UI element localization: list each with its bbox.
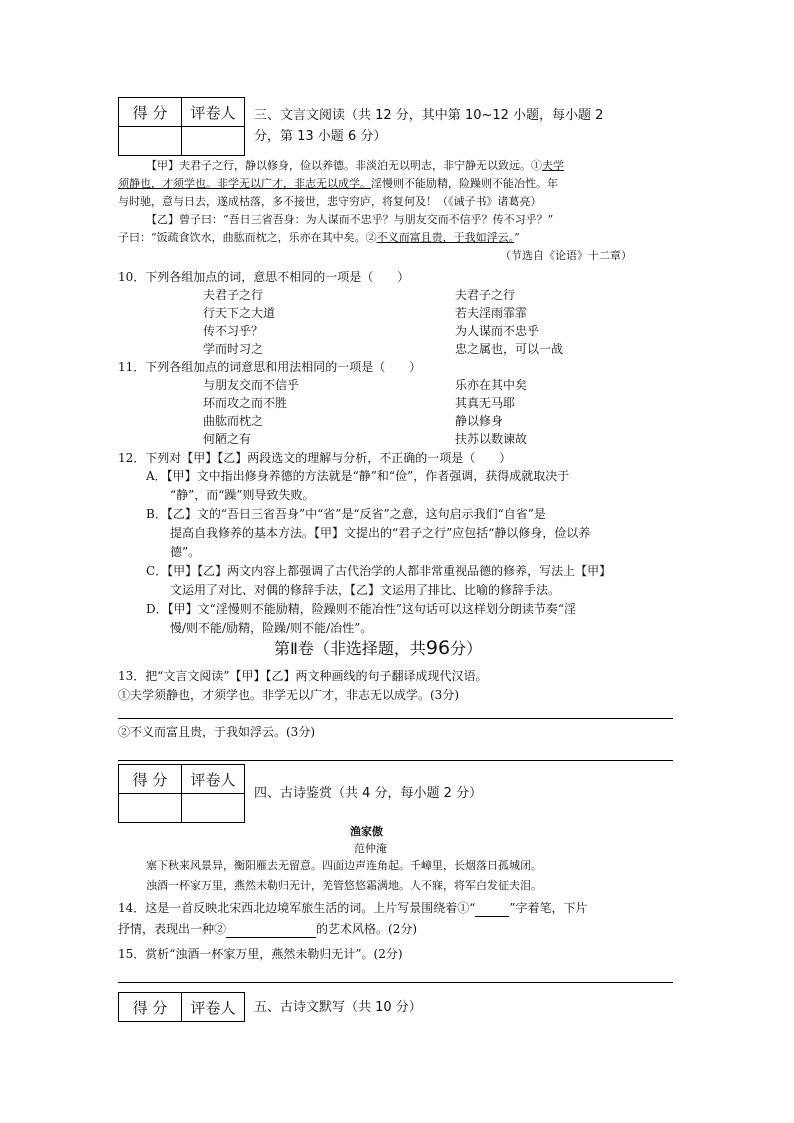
q12-option-b: B．【乙】文的“吾日三省吾身”中“省”是“反省”之意，这句启示我们“自省”是: [146, 507, 546, 521]
q12-option-c-cont: 文运用了对比、对偶的修辞手法，【乙】文运用了排比、比喻的修辞手法。: [170, 583, 561, 597]
q14-line2: [118, 920, 417, 938]
q10-option: 夫君子之行: [203, 288, 264, 302]
section4-title: 四、古诗鉴赏（共 4 分，每小题 2 分）: [254, 786, 483, 801]
poem-author: 范仲淹: [354, 842, 387, 855]
q14-text: 14．这是一首反映北宋西北边境军旅生活的词。上片写景围绕着①“: [118, 901, 476, 915]
answer-line[interactable]: [118, 718, 673, 719]
score-cell: [119, 794, 182, 823]
part2-heading-text: 分）: [450, 639, 483, 658]
q13-sentence1: ①夫学须静也，才须学也。非学无以广才，非志无以成学。(3分): [118, 688, 460, 702]
passage-text: 淫慢则不能励精，险躁则不能冶性。年: [371, 177, 558, 190]
underlined-sentence: 不义而富且贵，于我如浮云。: [376, 231, 515, 244]
q10-option: 传不习乎？: [203, 324, 264, 338]
part2-heading-text: 第Ⅱ卷（非选择题，共: [274, 639, 426, 658]
score-label: 得 分: [119, 993, 182, 1022]
score-cell: [119, 127, 182, 156]
q10-option: 行天下之大道: [203, 306, 276, 320]
q12-option-d: D．【甲】文“淫慢则不能励精，险躁则不能冶性”这句话可以这样划分朗读节奏“淫: [146, 602, 577, 616]
score-table-3: [118, 97, 245, 156]
passage-source: （节选自《论语》十二章）: [500, 249, 632, 262]
grader-cell: [182, 794, 245, 823]
q10-stem: 10．下列各组加点的词，意思不相同的一项是（ ）: [118, 270, 410, 284]
score-label: 得 分: [119, 765, 182, 794]
passage-jia-line1: [146, 158, 564, 174]
underlined-sentence: 须静也，才须学也。非学无以广才，非志无以成学。: [118, 177, 371, 190]
q10-option: 学而时习之: [203, 342, 264, 356]
q12-option-b-cont: 提高自我修养的基本方法。【甲】文提出的“君子之行”应包括“静以修身，俭以养: [170, 526, 591, 540]
q11-option: 环而攻之而不胜: [203, 396, 288, 410]
grader-cell: [182, 127, 245, 156]
q11-option: 静以修身: [455, 414, 504, 428]
q13-sentence2: ②不义而富且贵，于我如浮云。(3分): [118, 725, 315, 739]
q11-option: 乐亦在其中矣: [455, 378, 528, 392]
q12-option-a-cont: “静”，而“躁”则导致失败。: [170, 488, 315, 502]
part2-score: 96: [425, 637, 451, 659]
passage-yi-line2: [118, 230, 520, 246]
q12-option-d-cont: 慢/则不能/励精，险躁/则不能/冶性”。: [170, 621, 373, 635]
underlined-sentence: 夫学: [542, 159, 564, 172]
q11-option: 与朋友交而不信乎: [203, 378, 300, 392]
q12-option-b-cont: 德”。: [170, 545, 201, 559]
q11-stem: 11．下列各组加点的词意思和用法相同的一项是（ ）: [118, 360, 422, 374]
q11-option: 扶苏以数谏故: [455, 432, 528, 446]
q14-text: ”字着笔，下片: [509, 901, 588, 915]
passage-jia-line2: [118, 176, 558, 192]
q14-text: 的艺术风格。(2分): [316, 922, 418, 936]
grader-label: 评卷人: [182, 98, 245, 127]
q14-blank2[interactable]: [226, 923, 316, 938]
section3-title-line1: 三、文言文阅读（共 12 分，其中第 10~12 小题，每小题 2: [254, 108, 604, 123]
q14-line1: [118, 899, 588, 917]
grader-label: 评卷人: [182, 765, 245, 794]
score-label: 得 分: [119, 98, 182, 127]
score-table-4: [118, 764, 245, 823]
q14-text: 抒情，表现出一种②: [118, 922, 227, 936]
q10-option: 为人谋而不忠乎: [455, 324, 540, 338]
poem-line2: 浊酒一杯家万里，燕然未勒归无计，羌管悠悠霜满地。人不寐，将军白发征夫泪。: [146, 879, 542, 892]
q12-stem: 12．下列对【甲】【乙】两段选文的理解与分析，不正确的一项是（ ）: [118, 451, 512, 465]
q15-stem: 15．赏析“浊酒一杯家万里，燕然未勒归无计”。(2分): [118, 947, 403, 961]
section5-title: 五、古诗文默写（共 10 分）: [254, 1000, 422, 1015]
q11-option: 其真无马耶: [455, 396, 516, 410]
q10-option: 若夫淫雨霏霏: [455, 306, 528, 320]
q10-option: 夫君子之行: [455, 288, 516, 302]
passage-text: ”: [514, 231, 520, 244]
poem-line1: 塞下秋来风景异，衡阳雁去无留意。四面边声连角起。千嶂里，长烟落日孤城闭。: [146, 859, 542, 872]
poem-title: 渔家傲: [350, 825, 383, 838]
answer-line[interactable]: [118, 982, 673, 983]
q11-option: 何陋之有: [203, 432, 252, 446]
passage-text: 【甲】夫君子之行，静以修身，俭以养德。非淡泊无以明志，非宁静无以致远。①: [146, 159, 542, 172]
q12-option-a: A．【甲】文中指出修身养德的方法就是“静”和“俭”，作者强调，获得成就取决于: [146, 469, 570, 483]
section3-title-line2: 分，第 13 小题 6 分）: [254, 129, 387, 144]
part2-heading: [274, 637, 482, 660]
passage-jia-line3: 与时驰，意与日去，遂成枯落，多不接世，悲守穷庐，将复何及！（《诫子书》诸葛亮）: [118, 195, 542, 208]
q14-blank1[interactable]: [475, 902, 509, 917]
grader-label: 评卷人: [182, 993, 245, 1022]
score-table-5: [118, 992, 245, 1022]
answer-line[interactable]: [118, 760, 673, 761]
q13-stem: 13．把“文言文阅读”【甲】【乙】两文种画线的句子翻译成现代汉语。: [118, 669, 488, 683]
q10-option: 忠之属也，可以一战: [455, 342, 564, 356]
passage-yi-line1: 【乙】曾子曰：“吾日三省吾身：为人谋而不忠乎？与朋友交而不信乎？传不习乎？”: [146, 213, 554, 226]
passage-text: 子曰：“饭疏食饮水，曲肱而枕之，乐亦在其中矣。②: [118, 231, 377, 244]
q12-option-c: C．【甲】【乙】两文内容上都强调了古代治学的人都非常重视品德的修养，写法上【甲】: [146, 564, 612, 578]
q11-option: 曲肱而枕之: [203, 414, 264, 428]
